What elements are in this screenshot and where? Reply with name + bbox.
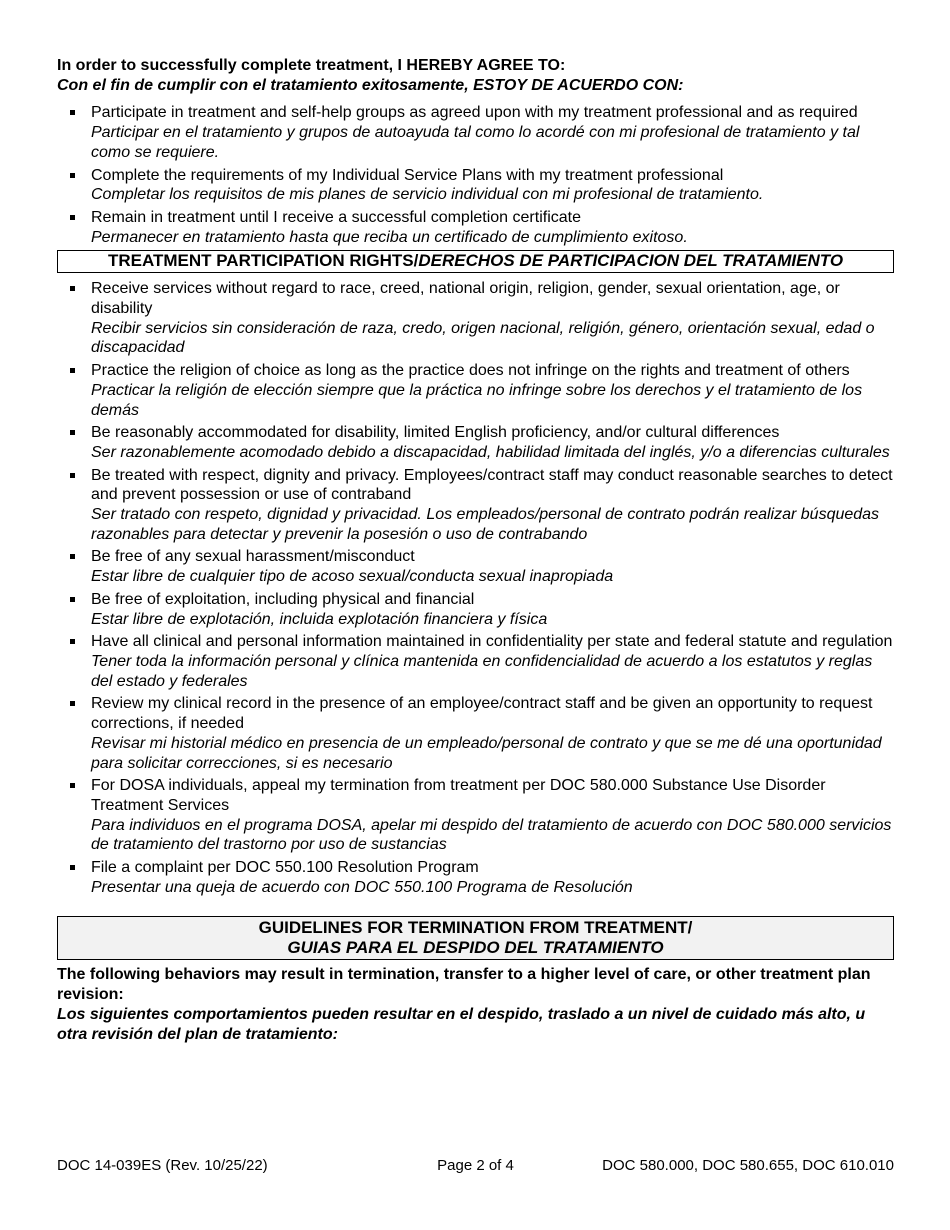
list-item — [57, 694, 894, 773]
item-text-en: For DOSA individuals, appeal my termination from treatment per DOC 580.000 Substance Use Disorder Treatment Services — [91, 777, 826, 814]
behaviors-text-en: The following behaviors may result in termination, transfer to a higher level of care, or other treatment plan revision: — [57, 966, 871, 1004]
item-text-es: Estar libre de explotación, incluida explotación financiera y física — [91, 610, 548, 628]
list-item — [57, 361, 894, 420]
policy-references: DOC 580.000, DOC 580.655, DOC 610.010 — [602, 1157, 894, 1174]
item-text-en: Practice the religion of choice as long as the practice does not infringe on the rights and treatment of others — [91, 362, 850, 380]
square-bullet-icon — [70, 865, 75, 870]
square-bullet-icon — [70, 639, 75, 644]
item-text-en: Be free of any sexual harassment/misconduct — [91, 548, 415, 566]
item-text-es: Ser tratado con respeto, dignidad y privacidad. Los empleados/personal de contrato podrán realizar búsquedas razonables para detectar y prevenir la posesión o uso de contrabando — [91, 506, 880, 543]
item-text-en: Be reasonably accommodated for disability, limited English proficiency, and/or cultural differences — [91, 424, 780, 442]
list-item — [57, 103, 894, 162]
list-item — [57, 466, 894, 545]
item-text-es: Revisar mi historial médico en presencia de un empleado/personal de contrato y que se me dé una oportunidad para solicitar correcciones, si es necesario — [91, 734, 882, 772]
list-item — [57, 776, 894, 855]
item-text-es: Tener toda la información personal y clínica mantenida en confidencialidad de acuerdo a los estatutos y reglas del estado y federales — [91, 652, 873, 690]
item-text-es: Practicar la religión de elección siempre que la práctica no infringe sobre los derechos y el tratamiento de los demás — [91, 381, 863, 419]
form-id: DOC 14-039ES (Rev. 10/25/22) — [57, 1157, 268, 1174]
rights-title-en: TREATMENT PARTICIPATION RIGHTS/ — [107, 251, 419, 271]
item-text-es: Ser razonablemente acomodado debido a discapacidad, habilidad limitada del inglés, y/o a diferencias culturales — [91, 443, 890, 461]
list-item — [57, 166, 894, 205]
item-text-en: Receive services without regard to race, creed, national origin, religion, gender, sexual orientation, age, or disability — [91, 280, 840, 318]
item-text-es: Estar libre de cualquier tipo de acoso sexual/conducta sexual inapropiada — [91, 568, 614, 586]
item-text-es: Completar los requisitos de mis planes de servicio individual con mi profesional de tratamiento. — [91, 186, 764, 204]
guidelines-section-header — [57, 916, 894, 960]
list-item — [57, 423, 894, 462]
square-bullet-icon — [70, 554, 75, 559]
item-text-en: File a complaint per DOC 550.100 Resolution Program — [91, 859, 479, 877]
termination-behaviors-intro — [57, 965, 894, 1044]
rights-section-header — [57, 250, 894, 273]
guidelines-title-en: GUIDELINES FOR TERMINATION FROM TREATMENT/ — [258, 918, 693, 938]
list-item — [57, 208, 894, 247]
item-text-en: Be treated with respect, dignity and privacy. Employees/contract staff may conduct reasonable searches to detect and prevent possession or use of contraband — [91, 466, 893, 504]
square-bullet-icon — [70, 473, 75, 478]
square-bullet-icon — [70, 597, 75, 602]
item-text-en: Complete the requirements of my Individual Service Plans with my treatment professional — [91, 166, 724, 184]
list-item — [57, 547, 894, 586]
agree-list — [57, 103, 894, 247]
square-bullet-icon — [70, 173, 75, 178]
item-text-es: Presentar una queja de acuerdo con DOC 550.100 Programa de Resolución — [91, 878, 633, 896]
square-bullet-icon — [70, 110, 75, 115]
item-text-es: Para individuos en el programa DOSA, apelar mi despido del tratamiento de acuerdo con DOC 580.000 servicios de tratamiento del trastorno por uso de sustancias — [91, 816, 892, 854]
list-item — [57, 632, 894, 691]
item-text-es: Participar en el tratamiento y grupos de autoayuda tal como lo acordé con mi profesional de tratamiento y tal como se requiere. — [91, 124, 860, 161]
behaviors-text-es: Los siguientes comportamientos pueden resultar en el despido, traslado a un nivel de cuidado más alto, u otra revisión del plan de tratamiento: — [57, 1005, 866, 1043]
square-bullet-icon — [70, 368, 75, 373]
square-bullet-icon — [70, 215, 75, 220]
guidelines-title-es: GUIAS PARA EL DESPIDO DEL TRATAMIENTO — [287, 938, 664, 958]
rights-list — [57, 279, 894, 897]
item-text-en: Be free of exploitation, including physical and financial — [91, 590, 475, 608]
item-text-en: Have all clinical and personal information maintained in confidentiality per state and federal statute and regulation — [91, 633, 893, 651]
item-text-en: Participate in treatment and self-help groups as agreed upon with my treatment professional and as required — [91, 104, 858, 122]
list-item — [57, 858, 894, 897]
rights-title-es: DERECHOS DE PARTICIPACION DEL TRATAMIENTO — [418, 251, 844, 271]
list-item — [57, 590, 894, 629]
item-text-es: Recibir servicios sin consideración de raza, credo, origen nacional, religión, género, orientación sexual, edad o discapacidad — [91, 319, 875, 357]
square-bullet-icon — [70, 430, 75, 435]
list-item — [57, 279, 894, 358]
document-page — [57, 56, 894, 1044]
page-number: Page 2 of 4 — [437, 1157, 514, 1174]
item-text-en: Remain in treatment until I receive a successful completion certificate — [91, 208, 581, 226]
item-text-en: Review my clinical record in the presence of an employee/contract staff and be given an opportunity to request corrections, if needed — [91, 695, 873, 733]
square-bullet-icon — [70, 286, 75, 291]
intro-heading-en: In order to successfully complete treatment, I HEREBY AGREE TO: — [57, 57, 566, 74]
square-bullet-icon — [70, 783, 75, 788]
intro-heading-es: Con el fin de cumplir con el tratamiento exitosamente, ESTOY DE ACUERDO CON: — [57, 76, 684, 94]
item-text-es: Permanecer en tratamiento hasta que reciba un certificado de cumplimiento exitoso. — [91, 228, 688, 246]
square-bullet-icon — [70, 701, 75, 706]
